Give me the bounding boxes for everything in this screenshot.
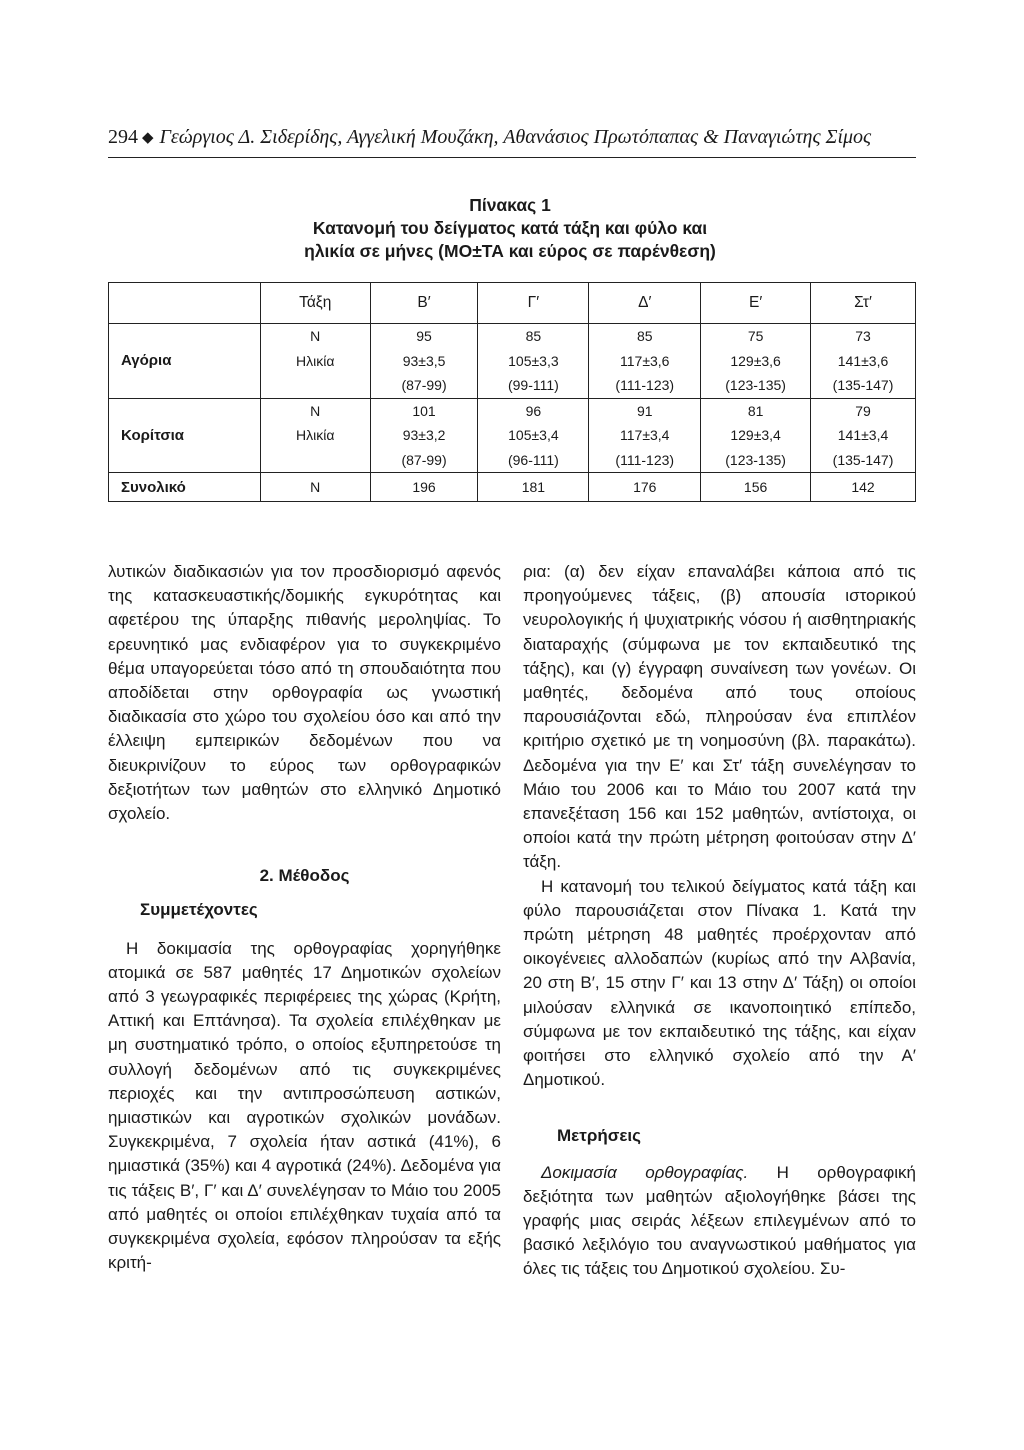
table-cell: 96 <box>478 398 589 423</box>
table-cell: 101 <box>370 398 478 423</box>
table-cell: 156 <box>701 473 811 502</box>
table-row <box>109 324 916 349</box>
diamond-icon: ◆ <box>142 130 154 146</box>
table-cell: 141±3,6 <box>811 349 916 374</box>
group-label-boys: Αγόρια <box>109 349 261 374</box>
table-cell: 129±3,4 <box>701 423 811 448</box>
table-cell: (87-99) <box>370 373 478 398</box>
italic-lead: Δοκιμασία ορθογραφίας. <box>541 1162 749 1182</box>
table-cell: 79 <box>811 398 916 423</box>
table-header-row <box>109 283 916 324</box>
table-row <box>109 448 916 473</box>
paragraph: Η κατανομή του τελικού δείγματος κατά τάξη και φύλο παρουσιάζεται στον Πίνακα 1. Κατά την πρώτη μέτρηση 48 μαθητές προέρχονταν από οικογένειες αλλοδαπών (κυρίως από την Αλβανία, 20 στη Β′, 15 στην Γ′ και 13 στην Δ′ Τάξη) οι οποίοι μιλούσαν ελληνικά σε ικανοποιητικό επίπεδο, σύμφωνα με τον εκπαιδευτικό της τάξης, και είχαν φοιτήσει στο ελληνικό σχολείο από την Α′ Δημοτικού. <box>523 876 916 1090</box>
page-number: 294 <box>108 126 138 148</box>
corner-cell <box>109 283 261 324</box>
grade-header: Στ′ <box>811 283 916 324</box>
table-row <box>109 398 916 423</box>
table-row <box>109 423 916 448</box>
table-cell: 73 <box>811 324 916 349</box>
table-cell: (111-123) <box>589 373 701 398</box>
table-cell: 91 <box>589 398 701 423</box>
table-cell: (135-147) <box>811 448 916 473</box>
paragraph: Η δοκιμασία της ορθογραφίας χορηγήθηκε ατομικά σε 587 μαθητές 17 Δημοτικών σχολείων από 3 γεωγραφικές περιφέρειες της χώρας (Κρήτη, Αττική και Επτάνησα). Τα σχολεία επιλέχθηκαν με μη συστηματικό τρόπο, ο οποίος εξυπηρετούσε τη συλλογή δεδομένων από τις συγκεκριμένες περιοχές και την αντιπροσώπευση αστικών, ημιαστικών και αγροτικών σχολικών μονάδων. Συγκεκριμένα, 7 σχολεία ήταν αστικά (41%), 6 ημιαστικά (35%) και 4 αγροτικά (24%). Δεδομένα για τις τάξεις Β′, Γ′ και Δ′ συνελέγησαν το Μάιο του 2005 από μαθητές οι οποίοι επιλέχθηκαν τυχαία από τα συγκεκριμένα σχολεία, εφόσον πληρούσαν τα εξής κριτή- <box>108 938 501 1273</box>
table-cell: 196 <box>370 473 478 502</box>
paragraph-text: Η ορθογραφική δεξιότητα των μαθητών αξιολογήθηκε βάσει της γραφής μιας σειράς λέξεων επιλεγμένων από το βασικό λεξιλόγιο του αναγνωστικού μαθήματος για όλες τις τάξεις του Δημοτικού σχολείου. Συ- <box>523 1162 917 1279</box>
n-label: Ν <box>260 473 370 502</box>
table-title-line2: ηλικία σε μήνες (ΜΟ±ΤΑ και εύρος σε παρένθεση) <box>304 241 716 261</box>
sample-table <box>108 282 916 502</box>
grade-label-header: Τάξη <box>260 283 370 324</box>
paragraph: λυτικών διαδικασιών για τον προσδιορισμό αφενός της κατασκευαστικής/δομικής εγκυρότητας και αφετέρου της ύπαρξης πιθανής μεροληψίας. Το ερευνητικό μας ενδιαφέρον για το συγκεκριμένο θέμα υπαγορεύεται τόσο από τη σπουδαιότητα που αποδίδεται στην ορθογραφία ως γνωστική διαδικασία στο χώρο του σχολείου όσο και από την έλλειψη εμπειρικών δεδομένων που να διευκρινίζουν το εύρος των ορθογραφικών δεξιοτήτων των μαθητών στο ελληνικό Δημοτικό σχολείο. <box>108 562 501 824</box>
table-cell: 141±3,4 <box>811 423 916 448</box>
table-cell: (99-111) <box>478 373 589 398</box>
table-caption <box>200 194 820 263</box>
table-row <box>109 349 916 374</box>
table-cell: 129±3,6 <box>701 349 811 374</box>
n-label: Ν <box>260 398 370 423</box>
table-cell: (87-99) <box>370 448 478 473</box>
table-cell: 75 <box>701 324 811 349</box>
left-column <box>108 560 501 1275</box>
paragraph: ρια: (α) δεν είχαν επαναλάβει κάποια από τις προηγούμενες τάξεις, (β) απουσία ιστορικού νευρολογικής ή ψυχιατρικής νόσου ή αισθητηριακής διαταραχής (σύμφωνα με τον εκπαιδευτικό της τάξης), και (γ) έγγραφη συναίνεση των γονέων. Οι μαθητές, δεδομένα από τους οποίους παρουσιάζονται εδώ, πληρούσαν ένα επιπλέον κριτήριο σχετικό με τη νοημοσύνη (βλ. παρακάτω). Δεδομένα για την Ε′ και Στ′ τάξη συνελέγησαν το Μάιο του 2006 και το Μάιο του 2007 κατά την επανεξέταση 156 και 152 μαθητών, αντίστοιχα, οι οποίοι κατά την πρώτη μέτρηση φοιτούσαν στην Δ′ τάξη. <box>523 562 916 872</box>
table-cell: (96-111) <box>478 448 589 473</box>
group-label-total: Συνολικό <box>109 473 261 502</box>
grade-header: Β′ <box>370 283 478 324</box>
table-cell: 85 <box>589 324 701 349</box>
authors: Γεώργιος Δ. Σιδερίδης, Αγγελική Μουζάκη, Αθανάσιος Πρωτόπαπας & Παναγιώτης Σίμος <box>159 126 872 148</box>
table-number: Πίνακας 1 <box>469 195 551 215</box>
running-head <box>108 126 916 149</box>
subsection-title: Μετρήσεις <box>557 1126 641 1146</box>
table-cell: 176 <box>589 473 701 502</box>
table-row <box>109 373 916 398</box>
header-rule <box>108 157 916 158</box>
right-column <box>523 560 916 1282</box>
table-cell: 85 <box>478 324 589 349</box>
n-label: Ν <box>260 324 370 349</box>
table-cell: 105±3,3 <box>478 349 589 374</box>
grade-header: Γ′ <box>478 283 589 324</box>
table-cell: 142 <box>811 473 916 502</box>
section-title: 2. Μέθοδος <box>259 866 350 886</box>
table-cell: (111-123) <box>589 448 701 473</box>
table-cell: 117±3,6 <box>589 349 701 374</box>
table-cell: 117±3,4 <box>589 423 701 448</box>
group-label-girls: Κορίτσια <box>109 423 261 448</box>
age-label: Ηλικία <box>260 423 370 448</box>
table-row <box>109 473 916 502</box>
grade-header: Ε′ <box>701 283 811 324</box>
table-cell: 181 <box>478 473 589 502</box>
table-title-line1: Κατανομή του δείγματος κατά τάξη και φύλο και <box>312 218 708 238</box>
table-cell: 95 <box>370 324 478 349</box>
table-cell: 105±3,4 <box>478 423 589 448</box>
table-cell: 93±3,2 <box>370 423 478 448</box>
subsection-title: Συμμετέχοντες <box>140 900 258 920</box>
paragraph <box>523 1161 916 1282</box>
table-cell: (135-147) <box>811 373 916 398</box>
table-cell: 81 <box>701 398 811 423</box>
table-cell: 93±3,5 <box>370 349 478 374</box>
age-label: Ηλικία <box>260 349 370 374</box>
grade-header: Δ′ <box>589 283 701 324</box>
table-cell: (123-135) <box>701 448 811 473</box>
table-cell: (123-135) <box>701 373 811 398</box>
